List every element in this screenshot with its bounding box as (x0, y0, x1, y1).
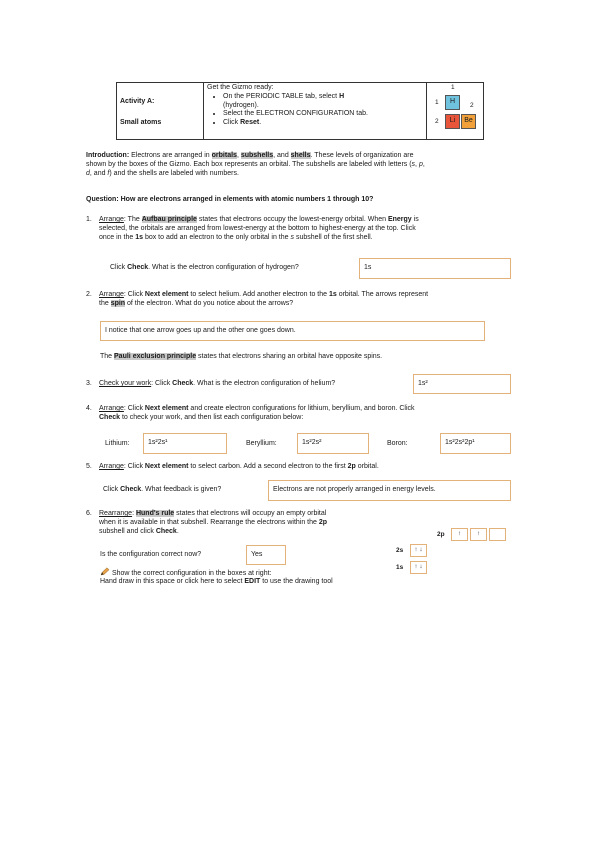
activity-header-table (116, 82, 484, 140)
q5-number: 5. (86, 463, 92, 470)
group-label-2: 2 (470, 102, 474, 109)
pencil-icon (100, 567, 110, 576)
q2-answer-field[interactable]: I notice that one arrow goes up and the other one goes down. (100, 321, 485, 341)
activity-label: Activity A: (120, 98, 155, 105)
step-2: • Select the ELECTRON CONFIGURATION tab. (223, 110, 422, 119)
q3-text: Check your work: Click Check. What is the electron configuration of helium? (99, 380, 336, 387)
orbital-1s[interactable]: ↑ ↓ (410, 561, 427, 574)
orbital-2s[interactable]: ↑ ↓ (410, 544, 427, 557)
q2-number: 2. (86, 291, 92, 298)
period-label-2: 2 (435, 118, 439, 125)
beryllium-answer-field[interactable]: 1s²2s² (297, 433, 369, 454)
q6-number: 6. (86, 510, 92, 517)
q4-number: 4. (86, 405, 92, 412)
q3-answer-field[interactable]: 1s² (413, 374, 511, 394)
orbital-2p-3[interactable] (489, 528, 506, 541)
q6-draw-line[interactable]: Hand draw in this space or click here to select EDIT to use the drawing tool (100, 578, 333, 585)
ready-title: Get the Gizmo ready: (207, 84, 274, 91)
activity-title: Small atoms (120, 119, 162, 126)
boron-answer-field[interactable]: 1s²2s²2p¹ (440, 433, 511, 454)
periodic-table-mini (426, 83, 483, 139)
q4-text: Arrange: Click Next element and create electron configurations for lithium, beryllium, and boron. Click Check to check your work, and then list each configuration below: (99, 405, 415, 421)
group-label-1: 1 (451, 84, 455, 91)
element-li[interactable]: Li (445, 114, 460, 129)
element-be[interactable]: Be (461, 114, 476, 129)
step-3: • Click Reset. (223, 119, 422, 128)
q5-text: Arrange: Click Next element to select carbon. Add a second electron to the first 2p orbital. (99, 463, 379, 470)
beryllium-label: Beryllium: (246, 440, 277, 447)
orbital-2p-2[interactable]: ↑ (470, 528, 487, 541)
q6-correct-question: Is the configuration correct now? (100, 551, 202, 558)
orbital-label-2p: 2p (437, 531, 445, 538)
lithium-answer-field[interactable]: 1s²2s¹ (143, 433, 227, 454)
q5-answer-field[interactable]: Electrons are not properly arranged in energy levels. (268, 480, 511, 501)
q5-prompt: Click Check. What feedback is given? (103, 486, 222, 493)
step-1: • On the PERIODIC TABLE tab, select H (hydrogen). (223, 93, 422, 111)
q1-prompt: Click Check. What is the electron configuration of hydrogen? (110, 264, 299, 271)
q1-text: Arrange: The Aufbau principle states that electrons occupy the lowest-energy orbital. When Energy is selected, the orbitals are arranged from lowest-energy at the bottom to highest-energy at the top. Click once in the 1s box to add an electron to the only orbital in the s subshell of the first shell. (99, 216, 419, 241)
orbital-label-1s: 1s (396, 564, 404, 571)
activity-cell (117, 83, 204, 139)
q1-number: 1. (86, 216, 92, 223)
gizmo-ready-cell (207, 84, 422, 128)
pauli-statement: The Pauli exclusion principle states that electrons sharing an orbital have opposite spins. (100, 353, 383, 360)
q6-show-line: Show the correct configuration in the boxes at right: (100, 567, 272, 579)
q6-text: Rearrange: Hund's rule states that electrons will occupy an empty orbital when it is available in that subshell. Rearrange the electrons within the 2p subshell and click Check. (99, 510, 328, 535)
ready-steps (207, 93, 422, 128)
q3-number: 3. (86, 380, 92, 387)
q2-text: Arrange: Click Next element to select helium. Add another electron to the 1s orbital. The arrows represent the spin of the electron. What do you notice about the arrows? (99, 291, 429, 307)
question: Question: How are electrons arranged in elements with atomic numbers 1 through 10? (86, 196, 374, 203)
q6-correct-answer-field[interactable]: Yes (246, 545, 286, 565)
introduction: Introduction: Electrons are arranged in orbitals, subshells, and shells. These levels of organization are shown by the boxes of the Gizmo. Each box represents an orbital. The subshells are labeled with letters (s, p, d, and f) and the shells are labeled with numbers. (86, 152, 425, 177)
element-h[interactable]: H (445, 95, 460, 110)
period-label-1: 1 (435, 99, 439, 106)
orbital-label-2s: 2s (396, 547, 404, 554)
q1-answer-field[interactable]: 1s (359, 258, 511, 279)
orbital-2p-1[interactable]: ↑ (451, 528, 468, 541)
boron-label: Boron: (387, 440, 408, 447)
lithium-label: Lithium: (105, 440, 130, 447)
